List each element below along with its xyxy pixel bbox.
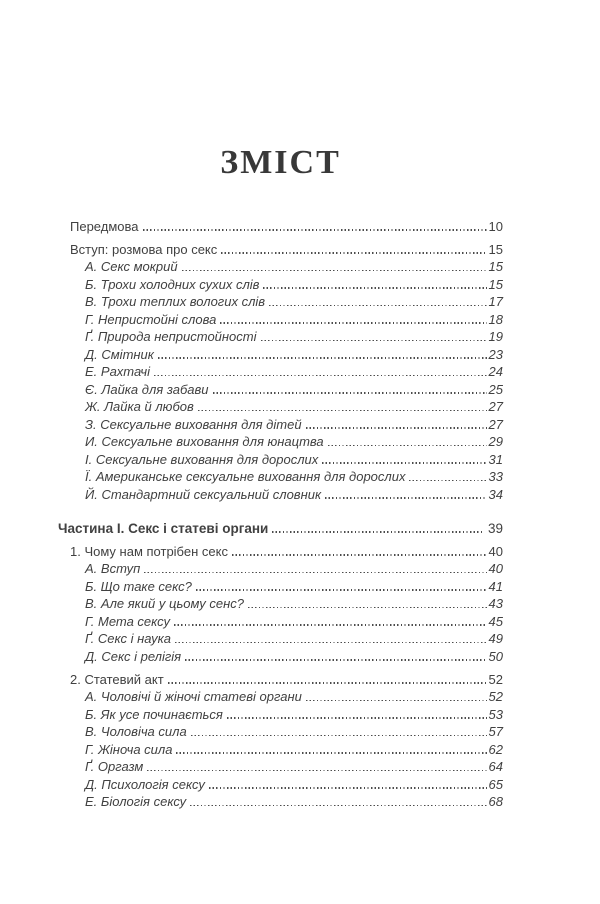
toc-entry-page: 27 — [488, 416, 503, 432]
toc-entry-label: И. Сексуальне виховання для юнацтва — [85, 434, 324, 449]
toc-entry-label: І. Сексуальне виховання для дорослих — [85, 451, 319, 467]
dot-leader — [232, 554, 487, 555]
toc-entry-label: Й. Стандартний сексуальний словник — [85, 486, 322, 502]
dot-leader — [227, 717, 487, 718]
toc-entry-page: 39 — [487, 520, 503, 536]
toc-list — [58, 216, 503, 809]
dot-leader — [147, 770, 486, 771]
page-title: ЗМІСТ — [220, 144, 341, 181]
toc-entry-label: Е. Рахтачі — [85, 364, 150, 379]
toc-entry-label: Д. Психологія сексу — [85, 776, 205, 792]
toc-entry-page: 45 — [488, 613, 503, 629]
toc-entry-label: В. Трохи теплих вологих слів — [85, 294, 266, 309]
toc-entry[interactable] — [58, 379, 503, 397]
toc-entry-label: Є. Лайка для забави — [85, 381, 209, 397]
toc-entry-page: 64 — [488, 759, 503, 774]
toc-entry[interactable] — [58, 449, 503, 467]
toc-entry-page: 19 — [488, 329, 503, 344]
dot-leader — [185, 659, 486, 660]
toc-entry-page: 15 — [488, 276, 503, 292]
toc-entry[interactable] — [58, 687, 503, 705]
toc-entry-page: 33 — [488, 469, 503, 484]
toc-entry[interactable] — [58, 484, 503, 502]
toc-entry-page: 49 — [488, 631, 503, 646]
dot-leader — [158, 357, 487, 358]
toc-entry[interactable] — [58, 629, 503, 647]
dot-leader — [182, 270, 487, 271]
toc-entry-label: Ґ. Секс і наука — [85, 631, 171, 646]
toc-entry[interactable] — [58, 344, 503, 362]
toc-entry[interactable] — [58, 292, 503, 310]
toc-entry[interactable] — [58, 518, 503, 536]
toc-entry-label: Ґ. Природа непристойності — [85, 329, 257, 344]
toc-entry-page: 15 — [488, 259, 503, 274]
toc-entry[interactable] — [58, 722, 503, 740]
toc-entry-page: 25 — [488, 381, 503, 397]
toc-entry-page: 27 — [488, 399, 503, 414]
toc-entry-page: 23 — [488, 346, 503, 362]
toc-entry-page: 34 — [488, 486, 503, 502]
toc-entry-page: 57 — [488, 724, 503, 739]
toc-entry-label: Ж. Лайка й любов — [85, 399, 194, 414]
toc-entry[interactable] — [58, 704, 503, 722]
dot-leader — [168, 682, 487, 683]
toc-entry[interactable] — [58, 257, 503, 275]
dot-leader — [269, 305, 486, 306]
dot-leader — [220, 322, 486, 323]
dot-leader — [261, 340, 487, 341]
dot-leader — [325, 497, 486, 498]
toc-entry-page: 29 — [488, 434, 503, 449]
toc-entry-page: 17 — [488, 294, 503, 309]
toc-entry-label: Е. Біологія сексу — [85, 794, 187, 809]
toc-entry-label: Б. Як усе починається — [85, 706, 223, 722]
toc-entry-label: А. Вступ — [85, 561, 141, 576]
toc-entry-page: 10 — [488, 218, 503, 234]
toc-entry-label: Б. Що таке секс? — [85, 578, 192, 594]
dot-leader — [213, 392, 487, 393]
dot-leader — [143, 229, 487, 230]
toc-entry-label: Г. Мета сексу — [85, 613, 171, 629]
dot-leader — [191, 735, 487, 736]
dot-leader — [409, 480, 486, 481]
toc-entry-label: А. Секс мокрий — [85, 259, 178, 274]
toc-entry-label: В. Але який у цьому сенс? — [85, 596, 244, 611]
toc-entry-label: Г. Жіноча сила — [85, 741, 173, 757]
toc-entry[interactable] — [58, 216, 503, 234]
toc-entry[interactable] — [58, 414, 503, 432]
dot-leader — [196, 589, 487, 590]
toc-entry[interactable] — [58, 274, 503, 292]
dot-leader — [209, 787, 487, 788]
toc-entry[interactable] — [58, 559, 503, 577]
toc-entry-page: 52 — [488, 671, 503, 687]
toc-entry-page: 24 — [488, 364, 503, 379]
toc-entry[interactable] — [58, 669, 503, 687]
toc-entry-label: Г. Непристойні слова — [85, 311, 217, 327]
toc-entry[interactable] — [58, 594, 503, 612]
toc-entry[interactable] — [58, 541, 503, 559]
toc-entry-page: 53 — [488, 706, 503, 722]
toc-entry-page: 18 — [488, 311, 503, 327]
toc-entry-label: 2. Статевий акт — [70, 671, 164, 687]
dot-leader — [174, 624, 487, 625]
toc-entry-label: Частина І. Секс і статеві органи — [58, 520, 269, 536]
toc-entry-label: 1. Чому нам потрібен секс — [70, 543, 228, 559]
toc-entry[interactable] — [58, 309, 503, 327]
toc-entry[interactable] — [58, 757, 503, 775]
toc-entry-label: З. Сексуальне виховання для дітей — [85, 416, 302, 432]
toc-entry[interactable] — [58, 576, 503, 594]
toc-entry-label: Ї. Американське сексуальне виховання для дорослих — [85, 469, 406, 484]
toc-entry-label: Д. Смітник — [85, 346, 154, 362]
toc-entry[interactable] — [58, 792, 503, 810]
toc-entry[interactable] — [58, 432, 503, 450]
toc-entry[interactable] — [58, 611, 503, 629]
toc-entry-page: 15 — [488, 241, 503, 257]
dot-leader — [154, 375, 487, 376]
toc-entry[interactable] — [58, 397, 503, 415]
dot-leader — [328, 445, 487, 446]
toc-entry[interactable] — [58, 327, 503, 345]
toc-entry-label: В. Чоловіча сила — [85, 724, 187, 739]
toc-entry[interactable] — [58, 467, 503, 485]
toc-entry-page: 31 — [488, 451, 503, 467]
toc-entry-page: 41 — [488, 578, 503, 594]
toc-entry-label: Ґ. Оргазм — [85, 759, 144, 774]
toc-entry-label: Б. Трохи холодних сухих слів — [85, 276, 260, 292]
toc-entry[interactable] — [58, 362, 503, 380]
toc-entry-label: А. Чоловічі й жіночі статеві органи — [85, 689, 302, 704]
dot-leader — [306, 700, 487, 701]
dot-leader — [175, 642, 487, 643]
toc-entry-label: Д. Секс і релігія — [85, 648, 182, 664]
toc-entry[interactable] — [58, 774, 503, 792]
toc-entry-page: 43 — [488, 596, 503, 611]
toc-entry-page: 62 — [488, 741, 503, 757]
dot-leader — [190, 805, 486, 806]
dot-leader — [144, 572, 486, 573]
dot-leader — [198, 410, 487, 411]
dot-leader — [322, 462, 486, 463]
toc-entry-label: Передмова — [70, 218, 139, 234]
toc-entry[interactable] — [58, 646, 503, 664]
toc-entry[interactable] — [58, 239, 503, 257]
dot-leader — [263, 287, 486, 288]
dot-leader — [248, 607, 487, 608]
toc-entry-page: 52 — [488, 689, 503, 704]
toc-entry-label: Вступ: розмова про секс — [70, 241, 218, 257]
toc-entry-page: 40 — [488, 561, 503, 576]
toc-entry-page: 65 — [488, 776, 503, 792]
dot-leader — [306, 427, 487, 428]
dot-leader — [272, 531, 484, 532]
toc-entry-page: 50 — [488, 648, 503, 664]
toc-entry-page: 68 — [488, 794, 503, 809]
toc-entry-page: 40 — [488, 543, 503, 559]
dot-leader — [221, 252, 486, 253]
dot-leader — [176, 752, 486, 753]
toc-entry[interactable] — [58, 739, 503, 757]
